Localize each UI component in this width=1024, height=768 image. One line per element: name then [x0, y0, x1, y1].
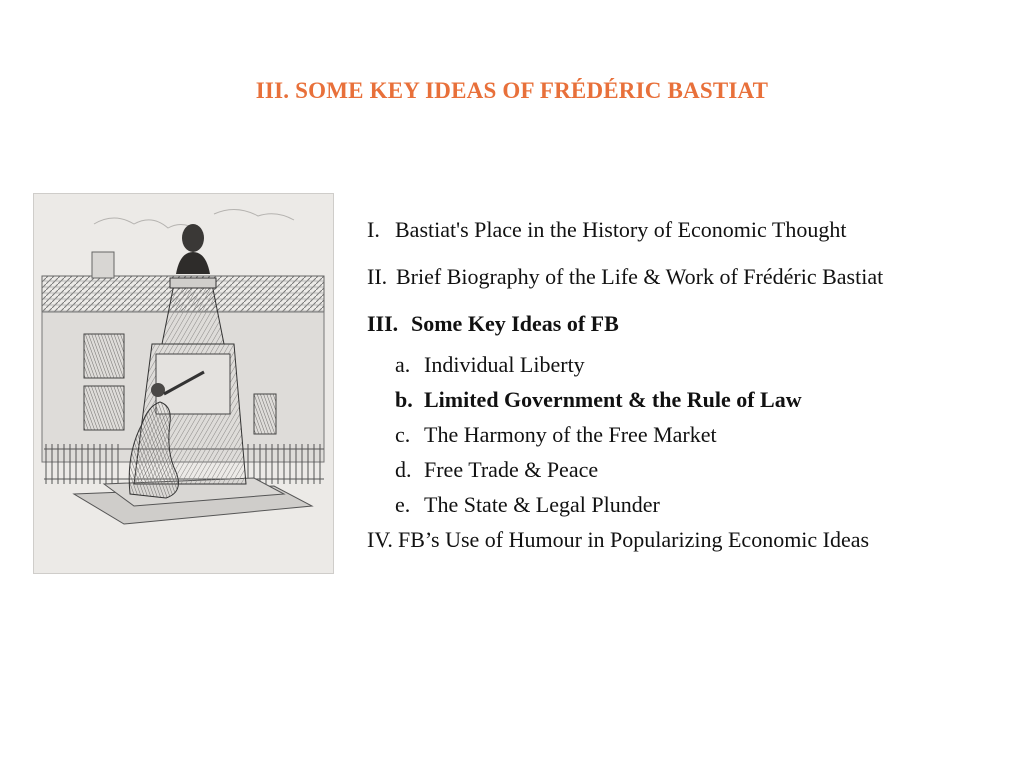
- sub-item-label: Individual Liberty: [424, 352, 585, 377]
- sub-item-label: Free Trade & Peace: [424, 457, 599, 482]
- sub-item-a: [395, 347, 1007, 382]
- monument-illustration-icon: [34, 194, 333, 573]
- outline-item-label: FB’s Use of Humour in Popularizing Economic Ideas: [398, 527, 870, 552]
- outline-item-number: IV.: [367, 527, 393, 552]
- sub-item-e: [395, 487, 1007, 522]
- sub-item-b: [395, 382, 1007, 417]
- outline-item-number: II.: [367, 264, 388, 289]
- sub-item-letter: e.: [395, 492, 411, 517]
- sub-item-label: The Harmony of the Free Market: [424, 422, 717, 447]
- outline-item-2: [367, 253, 1007, 300]
- outline-item-label: Some Key Ideas of FB: [411, 311, 619, 336]
- outline-item-4: [367, 522, 1007, 557]
- sub-item-letter: a.: [395, 352, 411, 377]
- outline-item-3: [367, 300, 1007, 347]
- slide-title: III. SOME KEY IDEAS OF FRÉDÉRIC BASTIAT: [255, 78, 769, 103]
- outline-item-number: III.: [367, 311, 399, 336]
- outline-item-number: I.: [367, 217, 380, 242]
- sub-item-d: [395, 452, 1007, 487]
- sub-item-label: Limited Government & the Rule of Law: [424, 387, 802, 412]
- outline-list: [367, 206, 1007, 557]
- sub-item-c: [395, 417, 1007, 452]
- sub-item-label: The State & Legal Plunder: [424, 492, 660, 517]
- sub-item-letter: b.: [395, 387, 413, 412]
- outline-item-label: Bastiat's Place in the History of Economic Thought: [395, 217, 847, 242]
- sub-item-list: [367, 347, 1007, 522]
- outline-item-1: [367, 206, 1007, 253]
- sub-item-letter: d.: [395, 457, 412, 482]
- sub-item-letter: c.: [395, 422, 411, 447]
- bastiat-monument-engraving: [33, 193, 334, 574]
- outline-item-label: Brief Biography of the Life & Work of Frédéric Bastiat: [396, 264, 884, 289]
